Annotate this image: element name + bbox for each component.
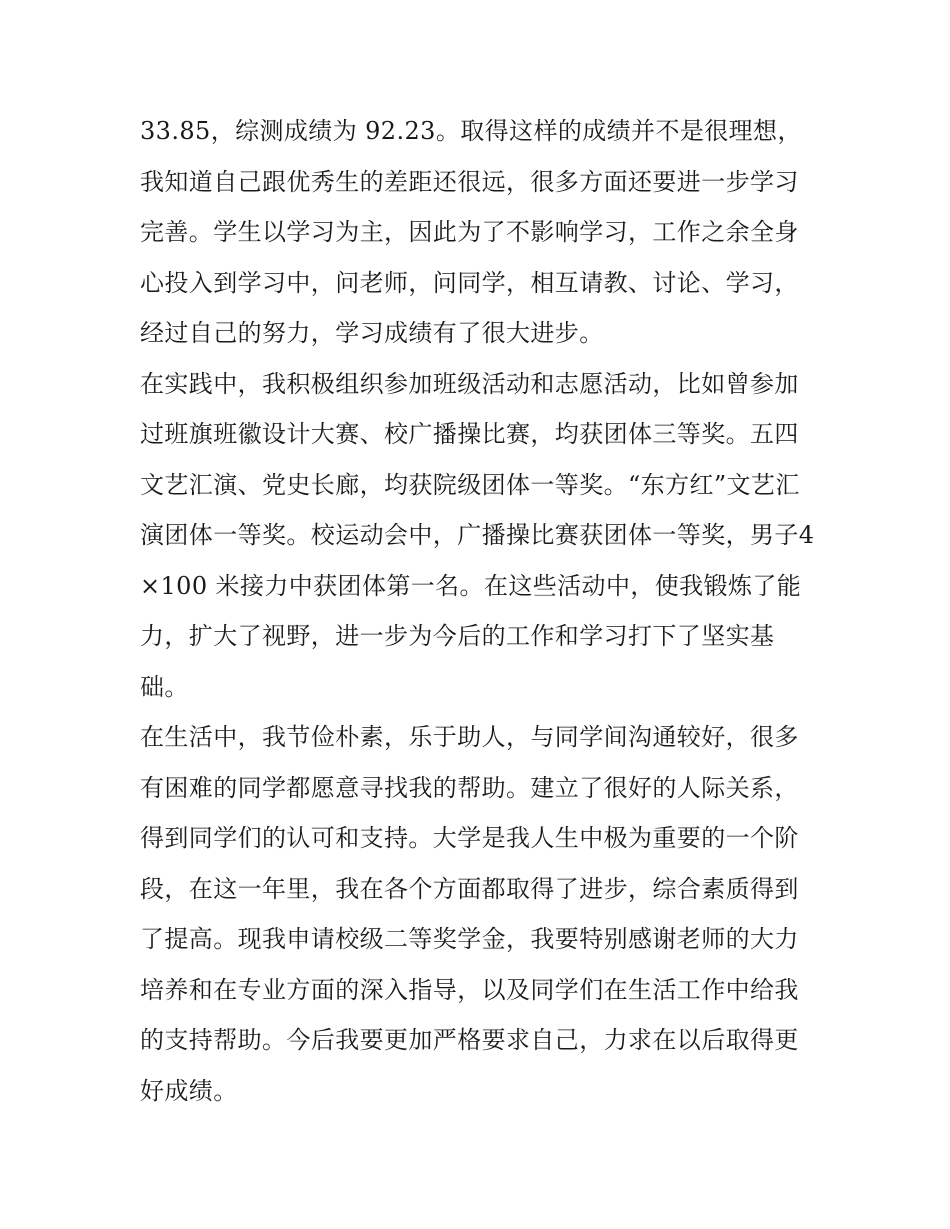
paragraph-life: 在生活中，我节俭朴素，乐于助人，与同学间沟通较好，很多有困难的同学都愿意寻找我的帮助。建立了很好的人际关系，得到同学们的认可和支持。大学是我人生中极为重要的一个阶段，在这一年里，我在各个方面都取得了进步，综合素质得到了提高。现我申请校级二等奖学金，我要特别感谢老师的大力培养和在专业方面的深入指导，以及同学们在生活工作中给我的支持帮助。今后我要更加严格要求自己，力求在以后取得更好成绩。	[140, 723, 799, 1105]
document-body	[140, 106, 820, 1116]
paragraph-academics: 33.85，综测成绩为 92.23。取得这样的成绩并不是很理想，我知道自己跟优秀生的差距还很远，很多方面还要进一步学习完善。学生以学习为主，因此为了不影响学习，工作之余全身心投入到学习中，问老师，问同学，相互请教、讨论、学习，经过自己的努力，学习成绩有了很大进步。	[140, 117, 802, 347]
paragraph-practice: 在实践中，我积极组织参加班级活动和志愿活动，比如曾参加过班旗班徽设计大赛、校广播操比赛，均获团体三等奖。五四文艺汇演、党史长廊，均获院级团体一等奖。“东方红”文艺汇演团体一等奖。校运动会中，广播操比赛获团体一等奖，男子4×100 米接力中获团体第一名。在这些活动中，使我锻炼了能力，扩大了视野，进一步为今后的工作和学习打下了坚实基础。	[140, 369, 815, 701]
